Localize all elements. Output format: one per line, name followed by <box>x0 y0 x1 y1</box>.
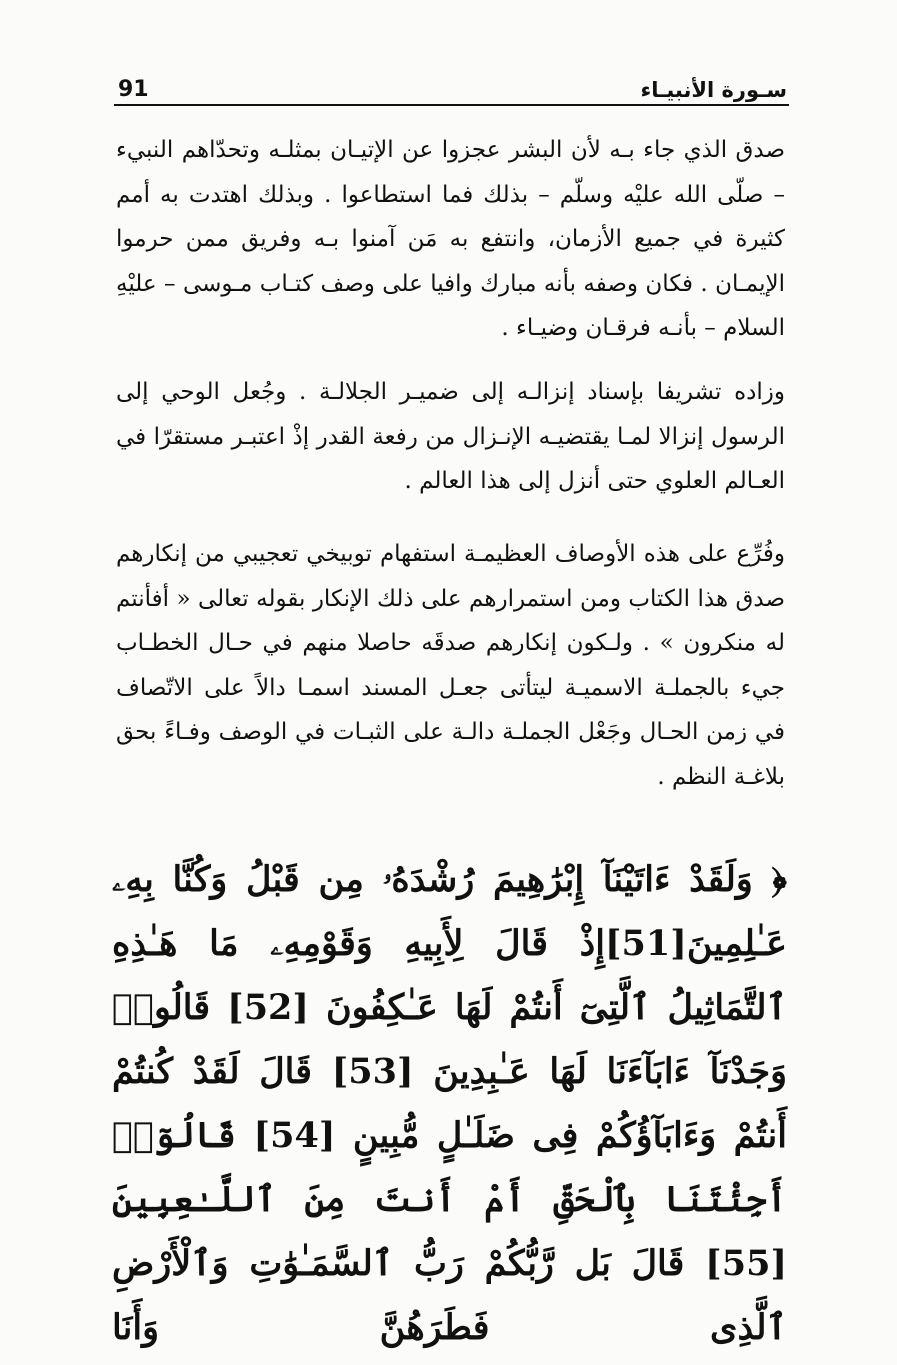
paragraph-text: وفُرِّع على هذه الأوصاف العظيمـة استفهام توبيخي تعجيبي من إنكارهم صدق هذا الكتاب ومن استمرارهم على ذلك الإنكار بقوله تعالى « أفأنتم له منكرون » . ولـكون إنكارهم صدقَه حاصلا منهم في حـال الخطـاب جيء بالجملـة الاسميـة ليتأتى جعـل المسند اسمـا دالاً على الاتّصاف في زمن الحـال وجَعْل الجملـة دالـة على الثبـات في الوصف وفـاءً بحق بلاغـة النظم . <box>116 541 785 790</box>
page-number: 91 <box>118 77 149 102</box>
commentary-paragraph-3 <box>116 532 785 799</box>
paragraph-text: صدق الذي جاء بـه لأن البشر عجزوا عن الإتيـان بمثلـه وتحدّاهم النبيء – صلّى الله عليْه وسلّم – بذلك فما استطاعوا . وبذلك اهتدت به أمم كثيرة في جميع الأزمان، وانتفع به مَن آمنوا بـه وفريق ممن حرموا الإيمـان . فكان وصفه بأنه مبارك وافيا على وصف كتـاب مـوسى – عليْهِ السلام – بأنـه فرقـان وضيـاء . <box>116 137 785 341</box>
quran-verses: ﴿ وَلَقَدْ ءَاتَيْنَآ إِبْرَٰهِيمَ رُشْدَهُۥ مِن قَبْلُ وَكُنَّا بِهِۦ عَـٰلِمِينَ[51]إِذْ قَالَ لِأَبِيهِ وَقَوْمِهِۦ مَا هَـٰذِهِ ٱلتَّمَاثِيلُ ٱلَّتِىٓ أَنتُمْ لَهَا عَـٰكِفُونَ [52] قَالُوا۟ وَجَدْنَآ ءَابَآءَنَا لَهَا عَـٰبِدِينَ [53] قَالَ لَقَدْ كُنتُمْ أَنتُمْ وَءَابَآؤُكُمْ فِى ضَلَـٰلٍ مُّبِينٍ [54] قَالُوٓا۟ أَجِئْتَنَا بِٱلْحَقِّ أَمْ أَنتَ مِنَ ٱللَّـٰعِبِينَ [55] قَالَ بَل رَّبُّكُمْ رَبُّ ٱلسَّمَـٰوَٰتِ وَٱلْأَرْضِ ٱلَّذِى فَطَرَهُنَّ وَأَنَا <box>112 859 787 1348</box>
commentary-paragraph-1 <box>116 128 785 351</box>
commentary-paragraph-2 <box>116 370 785 504</box>
surah-title: سـورة الأنبيـاء <box>640 78 787 102</box>
paragraph-text: وزاده تشريفا بإسناد إنزالـه إلى ضميـر الجلالـة . وجُعل الوحي إلى الرسول إنزالا لمـا يقتضيـه الإنـزال من رفعة القدر إذْ اعتبـر مستقرّا في العـالم العلوي حتى أنزل إلى هذا العالم . <box>116 379 785 494</box>
header-divider <box>114 104 789 106</box>
page-header <box>118 70 787 102</box>
